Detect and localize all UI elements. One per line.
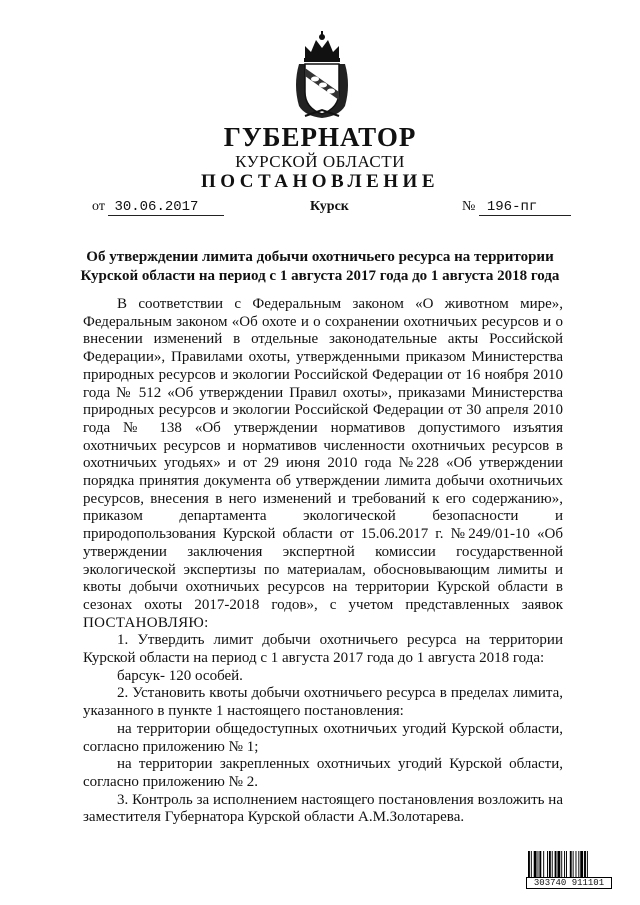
preamble-paragraph: В соответствии с Федеральным законом «О животном мире», Федеральным законом «Об охоте и о сохранении охотничьих ресурсов и о внесении изменений в отдельные законодательные акты Российской Федерации», Правилами охоты, утвержденными приказом Министерства природных ресурсов и экологии Российской Федерации от 16 ноября 2010 года № 512 «Об утверждении Правил охоты», приказами Министерства природных ресурсов и экологии Российской Федерации от 30 апреля 2010 года № 138 «Об утверждении нормативов допустимого изъятия охотничьих ресурсов и нормативов численности охотничьих ресурсов в охотничьих угодьях» и от 29 июня 2010 года №228 «Об утверждении порядка принятия документа об утверждении лимита добычи охотничьих ресурсов, внесения в него изменений и требований к его содержанию», приказом департамента экологической безопасности и природопользования Курской области от 15.06.2017 г. №249/01-10 «Об утверждении заключения экспертной комиссии государственной экологической экспертизы по материалам, обосновывающим лимиты и квоты добычи охотничьих ресурсов на территории Курской области в сезонах охоты 2017-2018 годов», с учетом представленных заявок	[83, 296, 563, 613]
header-region: КУРСКОЙ ОБЛАСТИ	[235, 152, 405, 171]
date-prefix: от	[92, 199, 105, 214]
document-type: ПОСТАНОВЛЕНИЕ	[200, 171, 440, 192]
document-date	[92, 199, 224, 216]
document-body	[83, 296, 563, 827]
item-2-paragraph: 2. Установить квоты добычи охотничьего ресурса в пределах лимита, указанного в пункте 1 настоящего постановления:	[83, 685, 563, 720]
item-2-b-paragraph: на территории закрепленных охотничьих угодий Курской области, согласно приложению № 2.	[83, 756, 563, 790]
header-title: ГУБЕРНАТОР	[223, 122, 417, 152]
date-value: 30.06.2017	[108, 200, 224, 216]
document-number	[462, 199, 571, 216]
decree-word: ПОСТАНОВЛЯЮ:	[83, 614, 209, 631]
document-city: Курск	[310, 199, 349, 214]
item-1-value: барсук- 120 особей.	[117, 667, 243, 684]
number-prefix: №	[462, 199, 476, 214]
coat-of-arms-emblem	[291, 30, 353, 120]
document-title: Об утверждении лимита добычи охотничьего ресурса на территории Курской области на период с 1 августа 2017 года до 1 августа 2018 года	[80, 249, 560, 284]
number-value: 196-пг	[479, 200, 571, 216]
item-3-paragraph: 3. Контроль за исполнением настоящего постановления возложить на заместителя Губернатора Курской области А.М.Золотарева.	[83, 791, 563, 826]
barcode-number: 303740 911101	[526, 877, 612, 889]
item-2-a-paragraph: на территории общедоступных охотничьих угодий Курской области, согласно приложению № 1;	[83, 720, 563, 755]
item-1-paragraph: 1. Утвердить лимит добычи охотничьего ресурса на территории Курской области на период с 1 августа 2017 года до 1 августа 2018 года:	[83, 632, 563, 667]
